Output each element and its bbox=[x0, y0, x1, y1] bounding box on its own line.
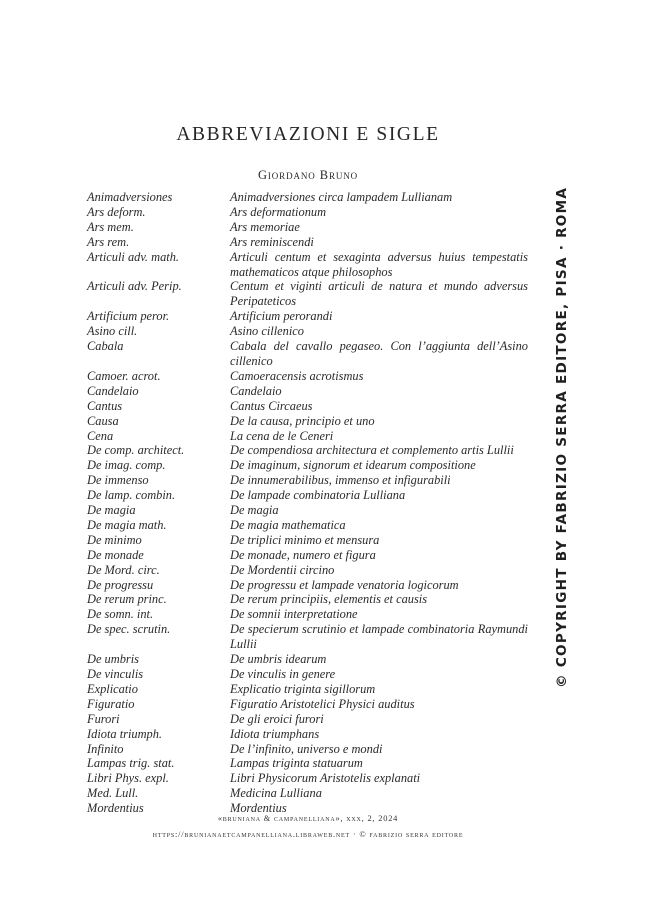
abbreviation-entry bbox=[87, 578, 528, 593]
full-title: De monade, numero et figura bbox=[230, 547, 376, 562]
full-title: De triplici minimo et mensura bbox=[230, 532, 380, 547]
abbreviation: De spec. scrutin. bbox=[87, 622, 171, 637]
abbreviation: De vinculis bbox=[87, 667, 144, 681]
abbreviation-entry bbox=[87, 727, 528, 742]
full-title: Figuratio Aristotelici Physici auditus bbox=[230, 696, 415, 711]
abbreviation: Cantus bbox=[87, 398, 123, 413]
full-title: Mordentius bbox=[230, 801, 287, 816]
abbreviation-entry bbox=[87, 563, 528, 578]
abbreviation-entry bbox=[87, 443, 528, 458]
abbreviation-entry bbox=[87, 458, 528, 473]
abbreviation: Artificium peror. bbox=[87, 309, 170, 324]
abbreviation: De immenso bbox=[87, 473, 149, 488]
abbreviation-entry bbox=[87, 399, 528, 414]
abbreviation-entry bbox=[87, 190, 528, 205]
abbreviation-entry bbox=[87, 414, 528, 429]
full-title: De imaginum, signorum et idearum compositione bbox=[230, 458, 476, 473]
full-title: De somnii interpretatione bbox=[230, 607, 358, 622]
abbreviation: Animadversiones bbox=[87, 190, 173, 204]
abbreviation-entry bbox=[87, 309, 528, 324]
abbreviation-entry bbox=[87, 235, 528, 250]
abbreviation-entry bbox=[87, 369, 528, 384]
abbreviation: De imag. comp. bbox=[87, 458, 166, 473]
abbreviation-entry bbox=[87, 488, 528, 503]
abbreviation-entry bbox=[87, 518, 528, 533]
abbreviation: De progressu bbox=[87, 577, 154, 592]
full-title: Idiota triumphans bbox=[230, 726, 320, 741]
abbreviation-entry bbox=[87, 622, 528, 652]
copyright-notice: © COPYRIGHT BY FABRIZIO SERRA EDITORE, PISA · ROMA bbox=[554, 186, 570, 688]
abbreviation: De magia math. bbox=[87, 517, 167, 532]
full-title: De compendiosa architectura et complemento artis Lullii bbox=[230, 443, 514, 458]
abbreviation: Ars rem. bbox=[87, 234, 130, 249]
abbreviation: Cena bbox=[87, 428, 114, 443]
abbreviation: De Mord. circ. bbox=[87, 562, 160, 577]
abbreviation-entry bbox=[87, 682, 528, 697]
abbreviation-entry bbox=[87, 786, 528, 801]
full-title: De lampade combinatoria Lulliana bbox=[230, 488, 406, 503]
full-title: De magia mathematica bbox=[230, 517, 346, 532]
abbreviation: Mordentius bbox=[87, 801, 144, 816]
abbreviation-entry bbox=[87, 756, 528, 771]
abbreviation: Lampas trig. stat. bbox=[87, 756, 175, 771]
abbreviation: De rerum princ. bbox=[87, 592, 167, 607]
abbreviation: Figuratio bbox=[87, 696, 135, 711]
abbreviation: De umbris bbox=[87, 652, 139, 667]
abbreviation-entry bbox=[87, 667, 528, 682]
full-title: Ars deformationum bbox=[230, 204, 327, 219]
section-heading: Giordano Bruno bbox=[257, 168, 359, 182]
full-title: De l’infinito, universo e mondi bbox=[230, 741, 383, 756]
abbreviation: De monade bbox=[87, 547, 144, 562]
full-title: Animadversiones circa lampadem Lullianam bbox=[230, 190, 453, 204]
abbreviation: Causa bbox=[87, 413, 119, 428]
abbreviation-entry bbox=[87, 548, 528, 563]
full-title: De progressu et lampade venatoria logicorum bbox=[230, 577, 459, 592]
abbreviation: Camoer. acrot. bbox=[87, 368, 161, 383]
full-title: Libri Physicorum Aristotelis explanati bbox=[230, 771, 421, 786]
abbreviation-entry bbox=[87, 607, 528, 622]
abbreviation: Infinito bbox=[87, 741, 124, 756]
abbreviation: Ars mem. bbox=[87, 219, 134, 234]
full-title: Medicina Lulliana bbox=[230, 786, 322, 801]
abbreviation: Furori bbox=[87, 711, 120, 726]
full-title: Cantus Circaeus bbox=[230, 398, 313, 413]
full-title: Ars reminiscendi bbox=[230, 234, 314, 249]
full-title: De umbris idearum bbox=[230, 652, 327, 667]
full-title: De magia bbox=[230, 503, 279, 518]
abbreviation-entry bbox=[87, 429, 528, 444]
abbreviation: Med. Lull. bbox=[87, 786, 139, 801]
abbreviation-entry bbox=[87, 473, 528, 488]
full-title: Lampas triginta statuarum bbox=[230, 756, 363, 771]
full-title: De vinculis in genere bbox=[230, 667, 336, 681]
full-title: De specierum scrutinio et lampade combinatoria Raymundi Lullii bbox=[230, 622, 528, 652]
abbreviation: Articuli adv. Perip. bbox=[87, 279, 182, 294]
full-title: Asino cillenico bbox=[230, 324, 304, 339]
full-title: De Mordentii circino bbox=[230, 562, 335, 577]
abbreviation: Libri Phys. expl. bbox=[87, 771, 169, 786]
abbreviation: Explicatio bbox=[87, 681, 138, 696]
page-title: ABBREVIAZIONI E SIGLE bbox=[176, 124, 440, 145]
abbreviation: De comp. architect. bbox=[87, 443, 185, 458]
abbreviation-entry bbox=[87, 220, 528, 235]
abbreviation-entry bbox=[87, 324, 528, 339]
abbreviation-entry bbox=[87, 250, 528, 280]
abbreviation-entry bbox=[87, 697, 528, 712]
full-title: De rerum principiis, elementis et causis bbox=[230, 592, 428, 607]
abbreviation-entry bbox=[87, 592, 528, 607]
abbreviation: Articuli adv. math. bbox=[87, 249, 179, 264]
abbreviation: De lamp. combin. bbox=[87, 488, 176, 503]
abbreviation-entry bbox=[87, 533, 528, 548]
abbreviation-entry bbox=[87, 712, 528, 727]
full-title: Ars memoriae bbox=[230, 219, 300, 234]
abbreviation: Asino cill. bbox=[87, 324, 138, 339]
abbreviation-entry bbox=[87, 503, 528, 518]
abbreviation-entry bbox=[87, 742, 528, 757]
abbreviation-entry bbox=[87, 339, 528, 369]
abbreviation: De minimo bbox=[87, 532, 142, 547]
abbreviation-entry bbox=[87, 771, 528, 786]
abbreviation-entry bbox=[87, 205, 528, 220]
abbreviation: De somn. int. bbox=[87, 607, 154, 622]
abbreviation-entry bbox=[87, 384, 528, 399]
abbreviation: Candelaio bbox=[87, 383, 139, 398]
full-title: Artificium perorandi bbox=[230, 309, 333, 324]
full-title: Camoeracensis acrotismus bbox=[230, 368, 364, 383]
full-title: De la causa, principio et uno bbox=[230, 413, 375, 428]
abbreviation: Cabala bbox=[87, 339, 124, 354]
full-title: La cena de le Ceneri bbox=[230, 428, 334, 443]
full-title: De innumerabilibus, immenso et infigurabili bbox=[230, 473, 451, 488]
full-title: Candelaio bbox=[230, 383, 282, 398]
journal-citation: «bruniana & campanelliana», xxx, 2, 2024 bbox=[217, 814, 399, 823]
full-title: Centum et viginti articuli de natura et mundo adversus Peripateticos bbox=[230, 279, 528, 309]
abbreviation-entry bbox=[87, 279, 528, 309]
journal-url[interactable]: https://brunianaetcampanelliana.libraweb.net · © fabrizio serra editore bbox=[152, 830, 464, 839]
abbreviation: Idiota triumph. bbox=[87, 726, 163, 741]
abbreviation: De magia bbox=[87, 503, 136, 518]
full-title: Explicatio triginta sigillorum bbox=[230, 681, 376, 696]
abbreviation-list bbox=[87, 190, 528, 816]
abbreviation: Ars deform. bbox=[87, 204, 146, 219]
full-title: Cabala del cavallo pegaseo. Con l’aggiunta dell’Asino cillenico bbox=[230, 339, 528, 368]
full-title: Articuli centum et sexaginta adversus huius tempestatis mathematicos atque philosophos bbox=[230, 249, 528, 279]
abbreviation-entry bbox=[87, 652, 528, 667]
full-title: De gli eroici furori bbox=[230, 711, 324, 726]
